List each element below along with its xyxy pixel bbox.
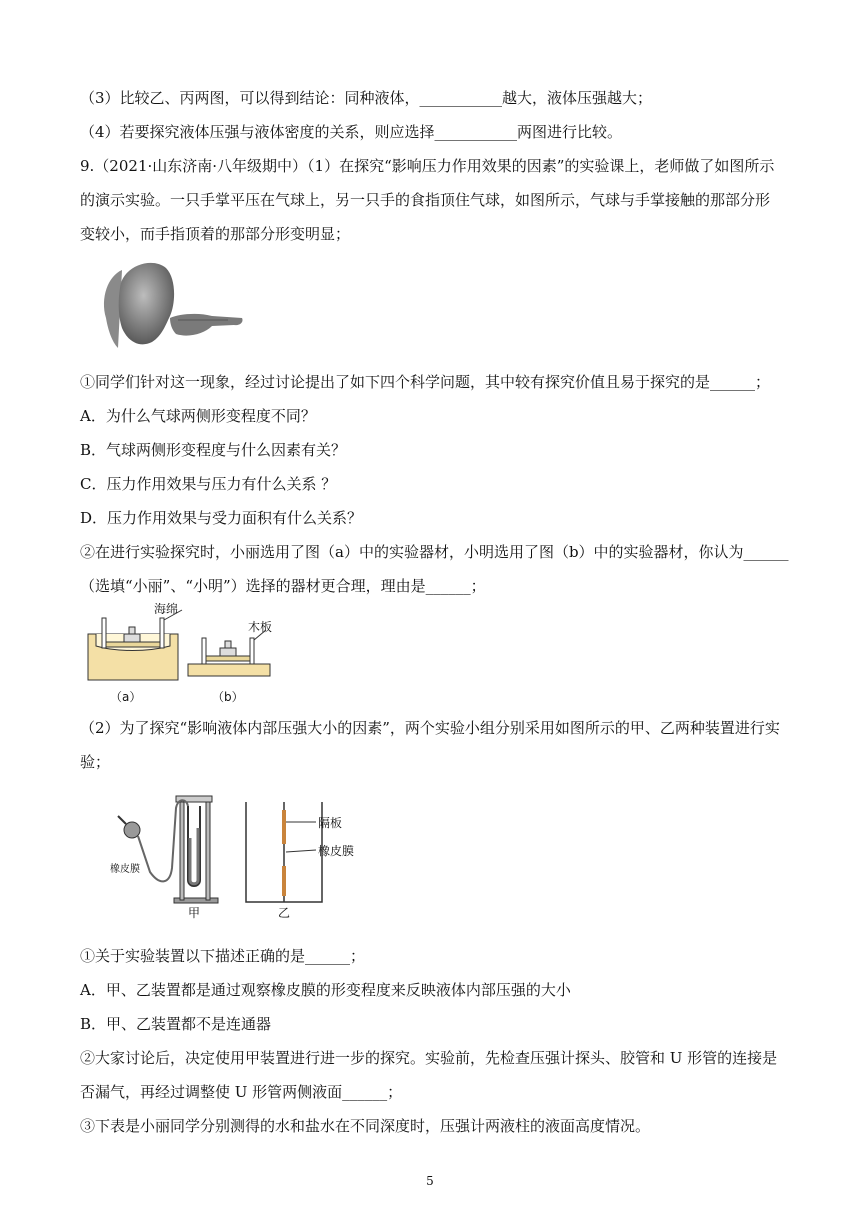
question-line: ③下表是小丽同学分别测得的水和盐水在不同深度时，压强计两液柱的液面高度情况。 (80, 1117, 651, 1135)
partition-label: 隔板 (318, 816, 343, 830)
question-line: ②大家讨论后，决定使用甲装置进行进一步的探究。实验前，先检查压强计探头、胶管和 U 形管的连接是 (80, 1049, 778, 1067)
board-label: 木板 (248, 620, 273, 634)
question-line: （4）若要探究液体压强与液体密度的关系，则应选择___________两图进行比较。 (80, 123, 623, 141)
question-line: 变较小，而手指顶着的那部分形变明显； (80, 225, 351, 243)
option-c: C．压力作用效果与压力有什么关系 ？ (80, 475, 337, 493)
sponge-label: 海绵 (154, 602, 179, 616)
membrane-label-right: 橡皮膜 (318, 844, 355, 858)
question-line: ①同学们针对这一现象，经过讨论提出了如下四个科学问题，其中较有探究价值且易于探究的是______； (80, 373, 771, 391)
question-line: 否漏气，再经过调整使 U 形管两侧液面______； (80, 1083, 403, 1101)
question-line: ①关于实验装置以下描述正确的是______； (80, 947, 366, 965)
option-a: A．为什么气球两侧形变程度不同？ (80, 407, 316, 425)
question-line: （选填“小丽”、“小明”）选择的器材更合理，理由是______； (80, 577, 486, 595)
figure-b-label: （b） (212, 690, 244, 704)
option-b: B．甲、乙装置都不是连通器 (80, 1015, 272, 1033)
question-line: 的演示实验。一只手掌平压在气球上，另一只手的食指顶住气球，如图所示，气球与手掌接触的那部分形 (80, 191, 771, 209)
figure-a-label: （a） (110, 690, 142, 704)
pressure-apparatus-figure (110, 788, 380, 918)
question-line: 9.（2021·山东济南·八年级期中）（1）在探究“影响压力作用效果的因素”的实验课上，老师做了如图所示 (80, 157, 775, 175)
question-line: （3）比较乙、丙两图，可以得到结论：同种液体，___________越大，液体压强越大； (80, 89, 653, 107)
question-line: （2）为了探究“影响液体内部压强大小的因素”，两个实验小组分别采用如图所示的甲、乙两种装置进行实 (80, 719, 780, 737)
figure-yi-label: 乙 (278, 906, 291, 920)
question-line: ②在进行实验探究时，小丽选用了图（a）中的实验器材，小明选用了图（b）中的实验器材，你认为______ (80, 543, 789, 561)
option-b: B．气球两侧形变程度与什么因素有关？ (80, 441, 347, 459)
page-number: 5 (426, 1174, 434, 1188)
option-d: D．压力作用效果与受力面积有什么关系？ (80, 509, 363, 527)
figure-jia-label: 甲 (188, 906, 201, 920)
membrane-label-left: 橡皮膜 (110, 864, 140, 875)
option-a: A．甲、乙装置都是通过观察橡皮膜的形变程度来反映液体内部压强的大小 (80, 981, 571, 999)
question-line: 验； (80, 753, 111, 771)
balloon-figure (100, 258, 245, 354)
sponge-board-figure (86, 600, 276, 708)
